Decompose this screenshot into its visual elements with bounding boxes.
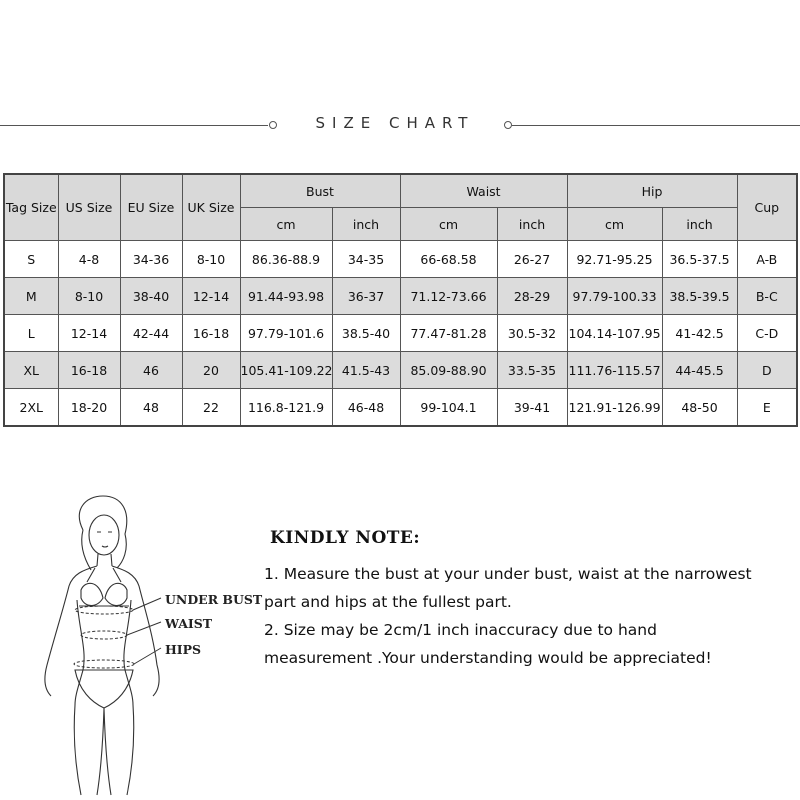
table-cell: 36-37 — [332, 278, 400, 315]
title-divider-left — [0, 125, 268, 126]
table-cell: 91.44-93.98 — [240, 278, 332, 315]
table-cell: 99-104.1 — [400, 389, 497, 427]
note-line-2: part and hips at the fullest part. — [264, 593, 512, 611]
table-cell: 2XL — [4, 389, 58, 427]
table-row — [4, 352, 797, 389]
table-cell: D — [737, 352, 797, 389]
header-tag-size: Tag Size — [4, 174, 58, 241]
table-cell: 86.36-88.9 — [240, 241, 332, 278]
page-title: SIZE CHART — [315, 114, 475, 132]
table-cell: 77.47-81.28 — [400, 315, 497, 352]
size-chart-table — [3, 173, 798, 427]
table-cell: 26-27 — [497, 241, 567, 278]
header-cup: Cup — [737, 174, 797, 241]
table-cell: 34-36 — [120, 241, 182, 278]
table-cell: 116.8-121.9 — [240, 389, 332, 427]
header-hip: Hip — [567, 174, 737, 208]
table-cell: 18-20 — [58, 389, 120, 427]
table-cell: M — [4, 278, 58, 315]
header-eu-size: EU Size — [120, 174, 182, 241]
note-title: KINDLY NOTE: — [270, 528, 421, 548]
table-row — [4, 241, 797, 278]
table-cell: 111.76-115.57 — [567, 352, 662, 389]
table-cell: 97.79-101.6 — [240, 315, 332, 352]
table-cell: E — [737, 389, 797, 427]
header-waist: Waist — [400, 174, 567, 208]
table-cell: XL — [4, 352, 58, 389]
table-cell: 39-41 — [497, 389, 567, 427]
table-cell: 92.71-95.25 — [567, 241, 662, 278]
body-measurement-illustration — [25, 490, 265, 800]
table-row — [4, 315, 797, 352]
table-cell: S — [4, 241, 58, 278]
table-cell: 85.09-88.90 — [400, 352, 497, 389]
table-cell: 48 — [120, 389, 182, 427]
table-cell: L — [4, 315, 58, 352]
table-row — [4, 278, 797, 315]
table-cell: 71.12-73.66 — [400, 278, 497, 315]
table-cell: A-B — [737, 241, 797, 278]
table-cell: 104.14-107.95 — [567, 315, 662, 352]
table-cell: 12-14 — [58, 315, 120, 352]
header-bust: Bust — [240, 174, 400, 208]
table-cell: 97.79-100.33 — [567, 278, 662, 315]
size-table-body — [4, 241, 797, 427]
title-divider-right — [512, 125, 800, 126]
table-cell: B-C — [737, 278, 797, 315]
table-cell: 41.5-43 — [332, 352, 400, 389]
table-cell: 46-48 — [332, 389, 400, 427]
table-cell: 41-42.5 — [662, 315, 737, 352]
table-row — [4, 389, 797, 427]
title-dot-left — [269, 121, 277, 129]
note-line-4: measurement .Your understanding would be appreciated! — [264, 649, 712, 667]
table-cell: 44-45.5 — [662, 352, 737, 389]
table-cell: 46 — [120, 352, 182, 389]
note-line-1: 1. Measure the bust at your under bust, waist at the narrowest — [264, 565, 752, 583]
table-cell: 38-40 — [120, 278, 182, 315]
table-cell: 38.5-39.5 — [662, 278, 737, 315]
header-bust-cm: cm — [240, 208, 332, 241]
table-cell: 36.5-37.5 — [662, 241, 737, 278]
header-bust-inch: inch — [332, 208, 400, 241]
table-cell: 30.5-32 — [497, 315, 567, 352]
table-cell: 16-18 — [182, 315, 240, 352]
header-hip-inch: inch — [662, 208, 737, 241]
header-us-size: US Size — [58, 174, 120, 241]
label-hips: HIPS — [165, 642, 202, 657]
table-cell: 38.5-40 — [332, 315, 400, 352]
table-cell: 66-68.58 — [400, 241, 497, 278]
table-cell: 22 — [182, 389, 240, 427]
table-cell: 20 — [182, 352, 240, 389]
table-cell: 105.41-109.22 — [240, 352, 332, 389]
table-cell: 4-8 — [58, 241, 120, 278]
title-row — [0, 108, 800, 144]
table-cell: 42-44 — [120, 315, 182, 352]
table-cell: 12-14 — [182, 278, 240, 315]
label-under-bust: UNDER BUST — [165, 592, 263, 607]
note-line-3: 2. Size may be 2cm/1 inch inaccuracy due to hand — [264, 621, 657, 639]
table-cell: 121.91-126.99 — [567, 389, 662, 427]
header-waist-cm: cm — [400, 208, 497, 241]
header-waist-inch: inch — [497, 208, 567, 241]
table-cell: 16-18 — [58, 352, 120, 389]
table-cell: 8-10 — [182, 241, 240, 278]
table-cell: 48-50 — [662, 389, 737, 427]
table-cell: C-D — [737, 315, 797, 352]
label-waist: WAIST — [165, 616, 213, 631]
header-uk-size: UK Size — [182, 174, 240, 241]
table-cell: 28-29 — [497, 278, 567, 315]
title-dot-right — [504, 121, 512, 129]
table-cell: 34-35 — [332, 241, 400, 278]
header-hip-cm: cm — [567, 208, 662, 241]
table-cell: 8-10 — [58, 278, 120, 315]
table-cell: 33.5-35 — [497, 352, 567, 389]
